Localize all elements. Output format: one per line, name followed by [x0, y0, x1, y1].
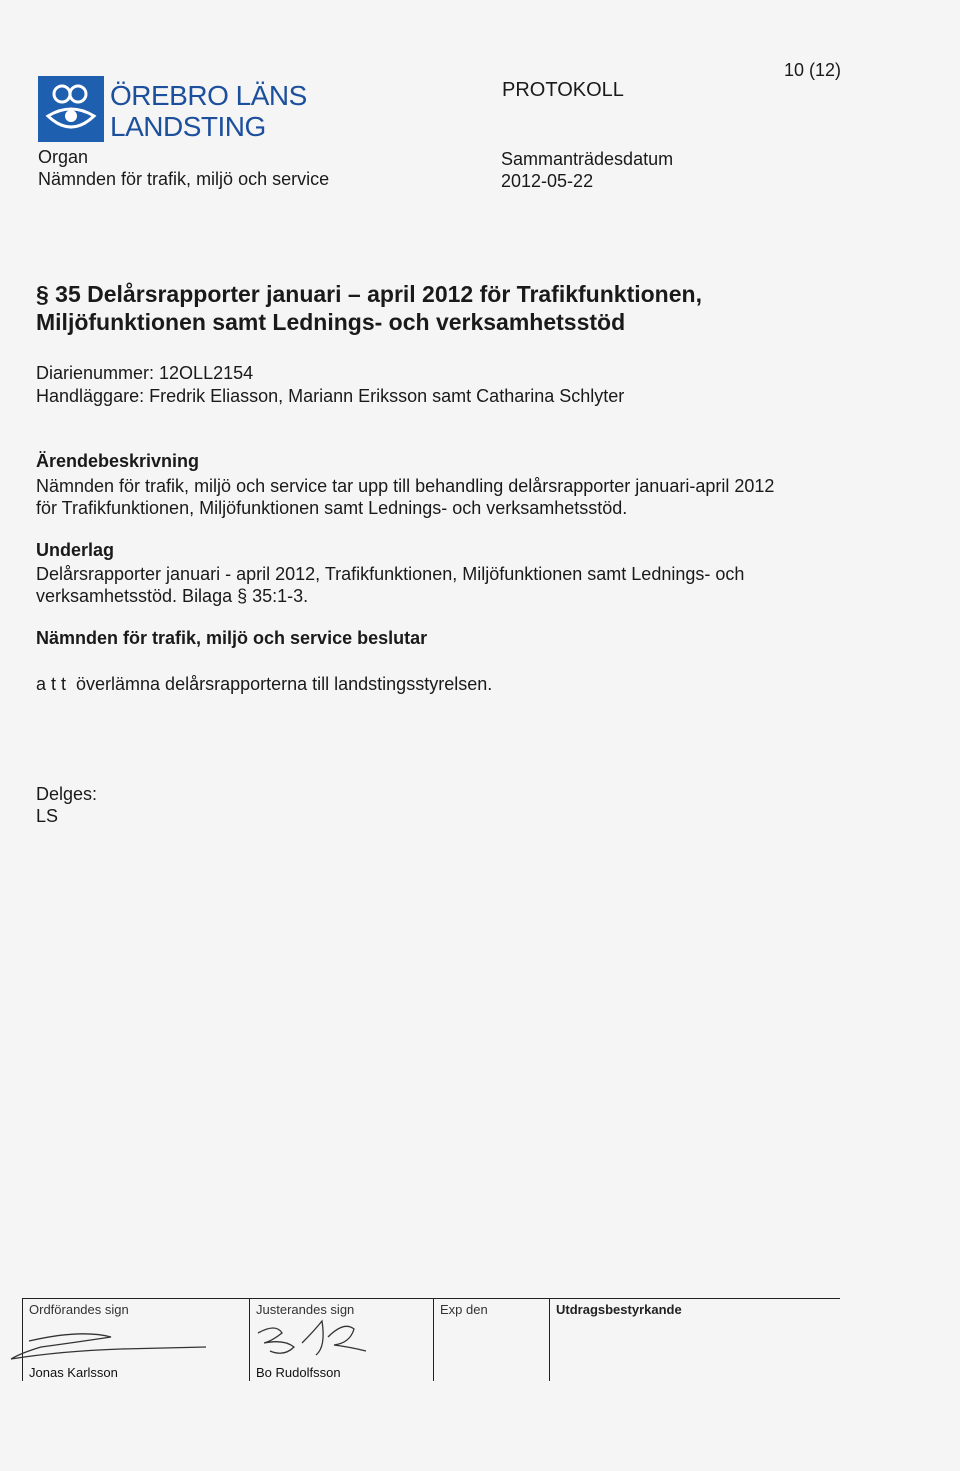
organ-value: Nämnden för trafik, miljö och service [38, 169, 330, 189]
ordforande-cell [22, 1299, 250, 1381]
arende-text [36, 475, 896, 519]
page-number: 10 (12) [784, 60, 842, 80]
arende-line-2: för Trafikfunktionen, Miljöfunktionen samt Lednings- och verksamhetsstöd. [36, 498, 628, 518]
landsting-logo-icon [38, 76, 104, 142]
logo-line-1: ÖREBRO LÄNS [110, 80, 307, 111]
ordforande-label: Ordförandes sign [29, 1302, 129, 1317]
justerande-label: Justerandes sign [256, 1302, 355, 1317]
date-label: Sammanträdesdatum [501, 149, 674, 169]
signature-table [22, 1298, 840, 1381]
delges-label: Delges: [36, 784, 98, 804]
document-type: PROTOKOLL [502, 79, 624, 101]
logo-line-2: LANDSTING [110, 111, 266, 142]
utdrag-label: Utdragsbestyrkande [556, 1302, 682, 1317]
arende-line-1: Nämnden för trafik, miljö och service tar upp till behandling delårsrapporter januari-april 2012 [36, 476, 775, 496]
ordforande-name: Jonas Karlsson [29, 1365, 118, 1380]
handlaggare: Handläggare: Fredrik Eliasson, Mariann Eriksson samt Catharina Schlyter [36, 386, 625, 406]
beslut-heading: Nämnden för trafik, miljö och service beslutar [36, 628, 428, 648]
beslut-text: a t t överlämna delårsrapporterna till landstingsstyrelsen. [36, 674, 493, 694]
title-line-2: Miljöfunktionen samt Lednings- och verksamhetsstöd [36, 309, 626, 335]
title-line-1: § 35 Delårsrapporter januari – april 2012 för Trafikfunktionen, [36, 281, 702, 307]
utdrag-cell [549, 1299, 841, 1381]
organ-label: Organ [38, 147, 89, 167]
underlag-line-2: verksamhetsstöd. Bilaga § 35:1-3. [36, 586, 309, 606]
page-title [36, 280, 886, 336]
justerande-name: Bo Rudolfsson [256, 1365, 341, 1380]
date-value: 2012-05-22 [501, 171, 594, 191]
delges-value: LS [36, 806, 59, 826]
ordforande-signature-icon [1, 1327, 231, 1367]
exp-cell [433, 1299, 550, 1381]
logo-wordmark [110, 80, 307, 142]
exp-label: Exp den [440, 1302, 488, 1317]
justerande-cell [249, 1299, 434, 1381]
justerande-signature-icon [254, 1317, 374, 1363]
underlag-text [36, 563, 896, 607]
diarienummer: Diarienummer: 12OLL2154 [36, 363, 254, 383]
arende-heading: Ärendebeskrivning [36, 451, 200, 471]
underlag-line-1: Delårsrapporter januari - april 2012, Trafikfunktionen, Miljöfunktionen samt Lednings- och [36, 564, 745, 584]
underlag-heading: Underlag [36, 540, 115, 560]
